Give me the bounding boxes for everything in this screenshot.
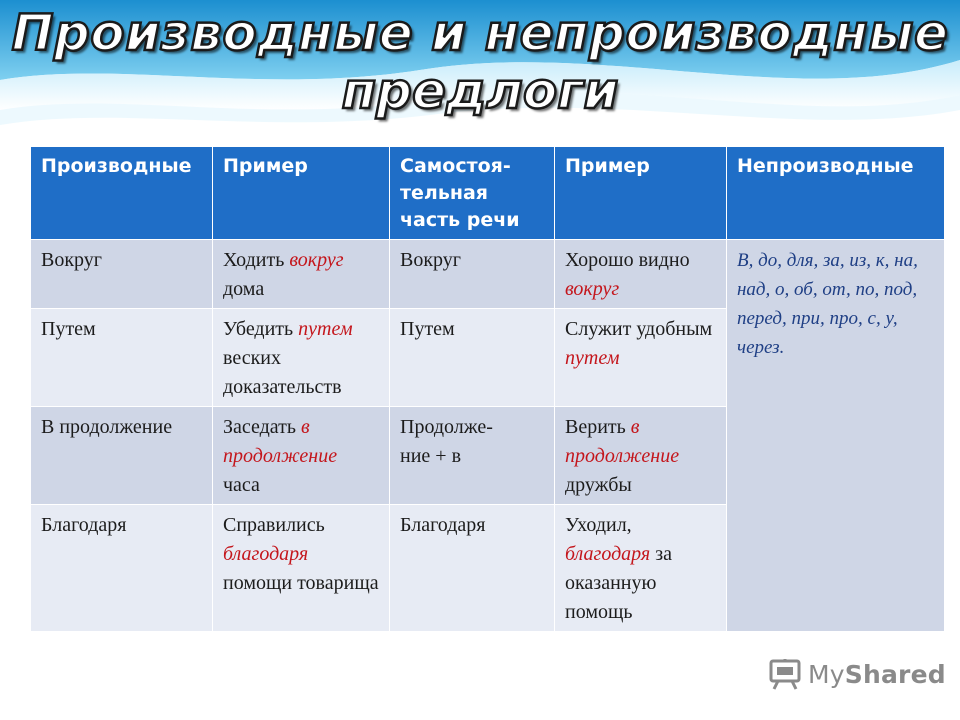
header-part-of-speech: Самостоя- тельная часть речи xyxy=(390,147,555,240)
header-derived: Производные xyxy=(31,147,213,240)
header-example-1: Пример xyxy=(213,147,390,240)
cell-nonderived-list: В, до, для, за, из, к, на, над, о, об, от, по, под, перед, при, про, с, у, через. xyxy=(727,240,945,632)
highlight-preposition: в продолжение xyxy=(565,416,680,467)
highlight-preposition: в продолжение xyxy=(223,416,338,467)
header-example-2: Пример xyxy=(555,147,727,240)
header-nonderived: Непроизводные xyxy=(727,147,945,240)
table-row xyxy=(31,240,945,309)
slide-title xyxy=(0,4,960,120)
cell-derived: Путем xyxy=(31,309,213,407)
highlight-preposition: путем xyxy=(565,347,620,369)
highlight-preposition: благодаря xyxy=(223,543,309,565)
cell-derived: В продолжение xyxy=(31,407,213,505)
cell-example-2: Верить в продолжение дружбы xyxy=(555,407,727,505)
prepositions-table xyxy=(30,146,945,632)
cell-part-of-speech: Вокруг xyxy=(390,240,555,309)
cell-example-1: Заседать в продолжение часа xyxy=(213,407,390,505)
cell-example-2: Служит удобным путем xyxy=(555,309,727,407)
highlight-preposition: вокруг xyxy=(289,249,344,271)
cell-part-of-speech: Продолже- ние + в xyxy=(390,407,555,505)
cell-example-1: Справились благодаря помощи товарища xyxy=(213,505,390,632)
cell-derived: Вокруг xyxy=(31,240,213,309)
logo-text: MyShared xyxy=(808,659,946,689)
title-line-2: предлоги xyxy=(341,62,619,120)
cell-example-1: Ходить вокруг дома xyxy=(213,240,390,309)
highlight-preposition: вокруг xyxy=(565,278,620,300)
cell-example-1: Убедить путем веских доказательств xyxy=(213,309,390,407)
cell-example-2: Уходил, благодаря за оказанную помощь xyxy=(555,505,727,632)
table-header-row xyxy=(31,147,945,240)
cell-derived: Благодаря xyxy=(31,505,213,632)
cell-part-of-speech: Благодаря xyxy=(390,505,555,632)
cell-part-of-speech: Путем xyxy=(390,309,555,407)
myshared-logo xyxy=(768,656,946,692)
highlight-preposition: благодаря xyxy=(565,543,651,565)
cell-example-2: Хорошо видно вокруг xyxy=(555,240,727,309)
highlight-preposition: путем xyxy=(298,318,353,340)
title-line-1: Производные и непроизводные xyxy=(11,4,949,62)
presentation-board-icon xyxy=(768,657,802,691)
